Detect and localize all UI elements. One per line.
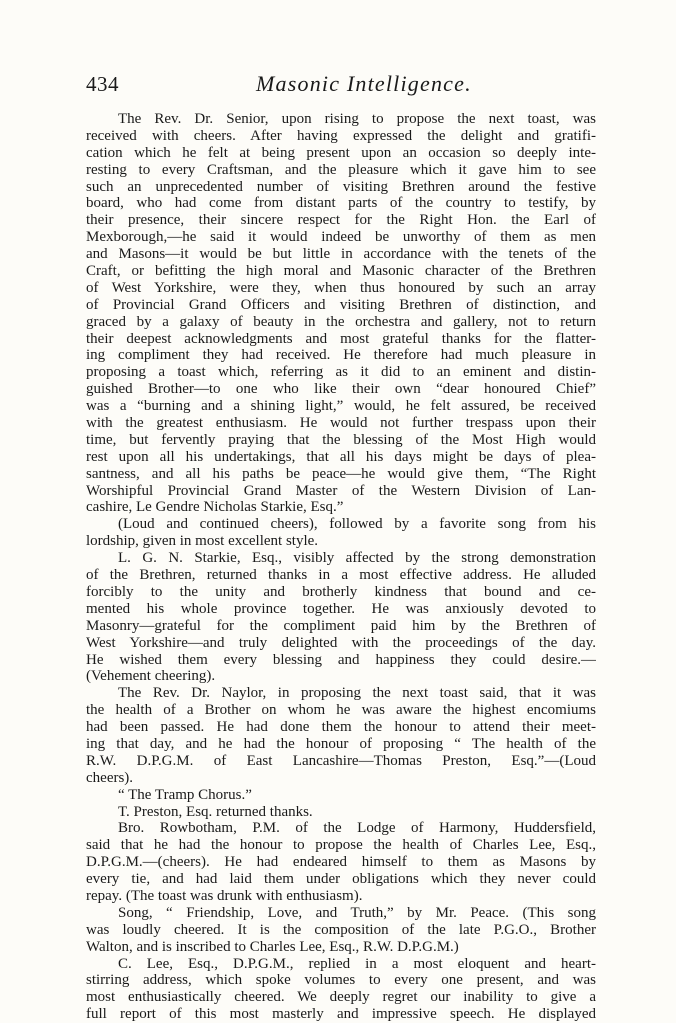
text-line: T. Preston, Esq. returned thanks.: [118, 803, 313, 820]
text-line: most enthusiastically cheered. We deeply regret our inability to give a: [86, 989, 596, 1006]
page-header: [86, 72, 596, 102]
text-line: of Provincial Grand Officers and visiting Brethren of distinction, and: [86, 296, 596, 313]
text-line: ing that day, and he had the honour of proposing “ The health of the: [86, 735, 596, 752]
text-line: He wished them every blessing and happiness they could desire.—: [86, 651, 596, 668]
text-line: with the greatest enthusiasm. He would not further trespass upon their: [86, 415, 596, 432]
text-line: The Rev. Dr. Senior, upon rising to propose the next toast, was: [118, 111, 596, 127]
text-line: cheers).: [86, 769, 134, 786]
text-line: rest upon all his undertakings, that all his days might be days of plea-: [86, 448, 596, 465]
text-line: their deepest acknowledgments and most grateful thanks for the flatter-: [86, 330, 596, 347]
text-line: West Yorkshire—and truly delighted with the proceedings of the day.: [86, 634, 596, 651]
text-line: every tie, and had laid them under obligations which they never could: [86, 871, 596, 888]
text-line: repay. (The toast was drunk with enthusiasm).: [86, 887, 363, 904]
text-line: the health of a Brother on whom he was aware the highest encomiums: [86, 702, 596, 719]
text-line: “ The Tramp Chorus.”: [118, 786, 252, 803]
text-line: stirring address, which spoke volumes to every one present, and was: [86, 972, 596, 989]
text-line: full report of this most masterly and impressive speech. He displayed: [86, 1006, 596, 1023]
text-line: board, who had come from distant parts of the country to testify, by: [86, 195, 596, 212]
text-line: of the Brethren, returned thanks in a most effective address. He alluded: [86, 567, 596, 584]
text-line: santness, and all his paths be peace—he would give them, “The Right: [86, 465, 596, 482]
body-text: [86, 111, 596, 1023]
text-line: and Masons—it would be but little in accordance with the tenets of the: [86, 246, 596, 263]
text-line: such an unprecedented number of visiting Brethren around the festive: [86, 178, 596, 195]
text-line: forcibly to the unity and brotherly kindness that bound and ce-: [86, 583, 596, 600]
text-line: cation which he felt at being present upon an occasion so deeply inte-: [86, 144, 596, 161]
text-line: of West Yorkshire, were they, when thus honoured by such an array: [86, 279, 596, 296]
text-line: Bro. Rowbotham, P.M. of the Lodge of Harmony, Huddersfield,: [118, 820, 596, 837]
text-line: Masonry—grateful for the compliment paid him by the Brethren of: [86, 617, 596, 634]
text-line: mented his whole province together. He was anxiously devoted to: [86, 600, 596, 617]
text-line: D.P.G.M.—(cheers). He had endeared himself to them as Masons by: [86, 854, 596, 871]
text-line: time, but fervently praying that the blessing of the Most High would: [86, 431, 596, 448]
text-line: had been passed. He had done them the honour to attend their meet-: [86, 719, 596, 736]
text-line: resting to every Craftsman, and the pleasure which it gave him to see: [86, 161, 596, 178]
text-line: Craft, or befitting the high moral and Masonic character of the Brethren: [86, 263, 596, 280]
text-line: (Vehement cheering).: [86, 668, 216, 685]
text-line: was a “burning and a shining light,” would, he felt assured, be received: [86, 398, 596, 415]
text-line: ing compliment they had received. He therefore had much pleasure in: [86, 347, 596, 364]
text-line: Song, “ Friendship, Love, and Truth,” by Mr. Peace. (This song: [118, 904, 596, 921]
text-line: Mexborough,—he said it would indeed be unworthy of them as men: [86, 229, 596, 246]
text-line: guished Brother—to one who like their own “dear honoured Chief”: [86, 381, 596, 398]
text-line: cashire, Le Gendre Nicholas Starkie, Esq.”: [86, 499, 344, 516]
text-line: The Rev. Dr. Naylor, in proposing the next toast said, that it was: [118, 685, 596, 702]
text-line: proposing a toast which, referring as it did to an eminent and distin-: [86, 364, 596, 381]
text-line: lordship, given in most excellent style.: [86, 533, 319, 550]
text-line: graced by a galaxy of beauty in the orchestra and gallery, not to return: [86, 313, 596, 330]
page-number: 434: [86, 72, 119, 96]
text-line: said that he had the honour to propose the health of Charles Lee, Esq.,: [86, 837, 596, 854]
text-line: L. G. N. Starkie, Esq., visibly affected by the strong demonstration: [118, 550, 596, 567]
text-line: received with cheers. After having expressed the delight and gratifi-: [86, 127, 596, 144]
text-line: C. Lee, Esq., D.P.G.M., replied in a most eloquent and heart-: [118, 955, 596, 972]
text-line: their presence, their sincere respect for the Right Hon. the Earl of: [86, 212, 596, 229]
text-line: Walton, and is inscribed to Charles Lee, Esq., R.W. D.P.G.M.): [86, 938, 459, 955]
text-line: Worshipful Provincial Grand Master of the Western Division of Lan-: [86, 482, 596, 499]
text-line: was loudly cheered. It is the composition of the late P.G.O., Brother: [86, 921, 596, 938]
running-head: Masonic Intelligence.: [256, 71, 472, 96]
text-line: (Loud and continued cheers), followed by a favorite song from his: [118, 516, 596, 533]
text-line: R.W. D.P.G.M. of East Lancashire—Thomas Preston, Esq.”—(Loud: [86, 752, 596, 769]
